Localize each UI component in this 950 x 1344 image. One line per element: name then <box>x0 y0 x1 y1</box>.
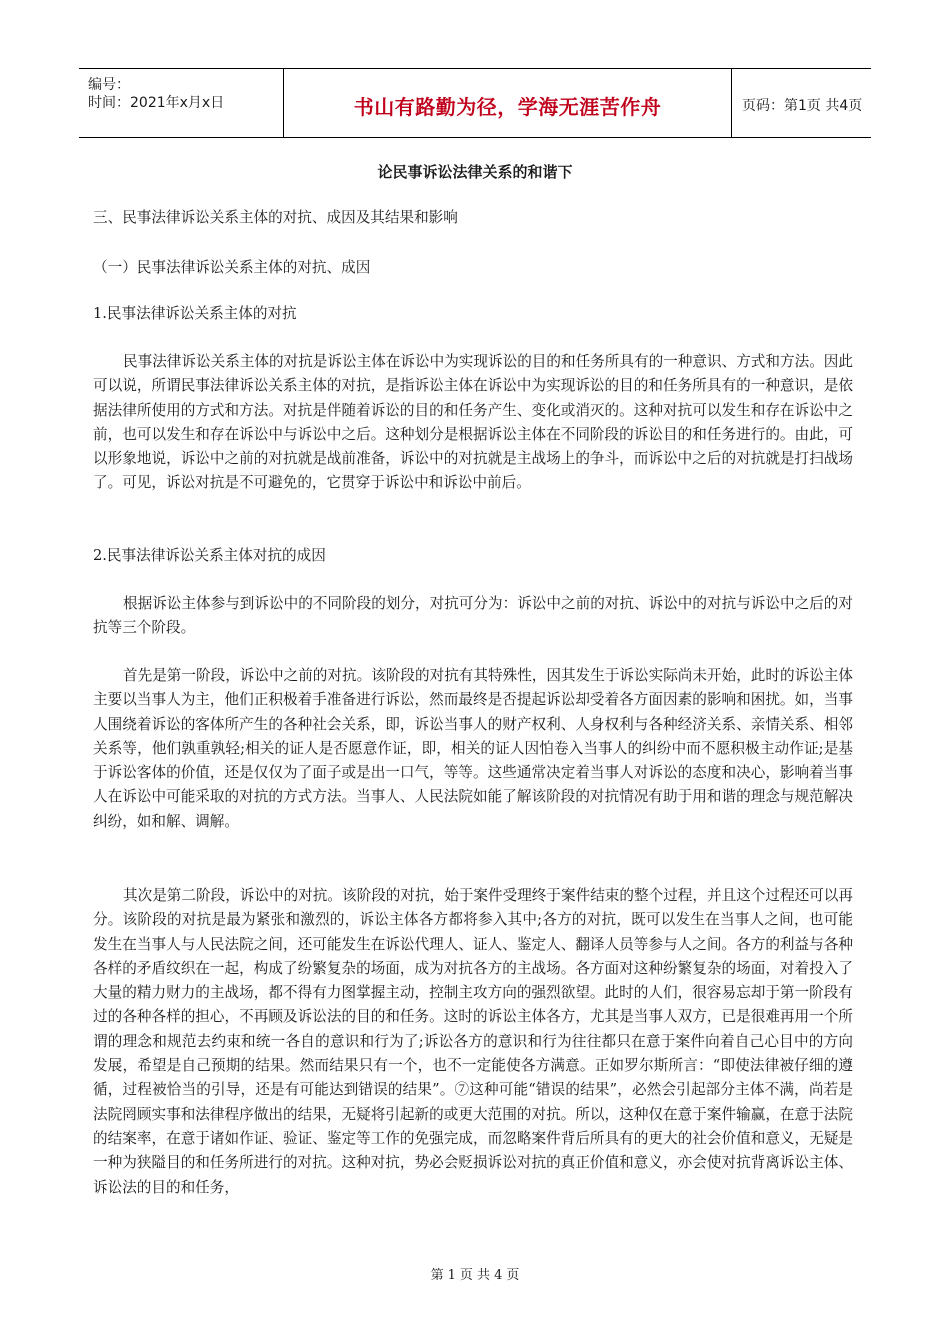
section-heading: 三、民事法律诉讼关系主体的对抗、成因及其结果和影响 <box>93 209 458 226</box>
document-header <box>79 68 871 138</box>
footer-suffix: 页 <box>506 1268 520 1283</box>
header-page-cell <box>732 69 871 137</box>
header-page-info: 页码：第1页 共4页 <box>742 98 863 114</box>
document-date: 时间：2021年x月x日 <box>88 95 225 111</box>
body-paragraph: 其次是第二阶段，诉讼中的对抗。该阶段的对抗，始于案件受理终于案件结束的整个过程，并且这个过程还可以再分。该阶段的对抗是最为紧张和激烈的，诉讼主体各方都将参入其中;各方的对抗，既可以发生在当事人之间，也可能发生在当事人与人民法院之间，还可能发生在诉讼代理人、证人、鉴定人、翻译人员等参与人之间。各方的利益与各种各样的矛盾纹织在一起，构成了纷繁复杂的场面，成为对抗各方的主战场。各方面对这种纷繁复杂的场面，对着投入了大量的精力财力的主战场，都不得有力图掌握主动，控制主攻方向的强烈欲望。此时的人们，很容易忘却于第一阶段有过的各种各样的担心，不再顾及诉讼法的目的和任务。这时的诉讼主体各方，尤其是当事人双方，已是很难再用一个所谓的理念和规范去约束和统一各自的意识和行为了;诉讼各方的意识和行为往往都只在意于案件向着自己心目中的方向发展，希望是自己预期的结果。然而结果只有一个，也不一定能使各方满意。正如罗尔斯所言：“即使法律被仔细的遵循，过程被恰当的引导，还是有可能达到错误的结果”。⑦这种可能“错误的结果”，必然会引起部分主体不满，尚若是法院罔顾实事和法律程序做出的结果，无疑将引起新的或更大范围的对抗。所以，这种仅在意于案件输赢，在意于法院的结案率，在意于诸如作证、验证、鉴定等工作的免强完成，而忽略案件背后所具有的更大的社会价值和意义，无疑是一种为狭隘目的和任务所进行的对抗。这种对抗，势必会贬损诉讼对抗的真正价值和意义，亦会使对抗背离诉讼主体、诉讼法的目的和任务， <box>93 887 853 1196</box>
footer-middle: 页 共 <box>459 1268 491 1283</box>
document-title: 论民事诉讼法律关系的和谐下 <box>377 163 573 181</box>
subheading-2: 2.民事法律诉讼关系主体对抗的成因 <box>93 547 326 564</box>
document-number-label: 编号： <box>88 77 130 93</box>
page-footer <box>0 1264 950 1283</box>
header-motto-cell <box>284 69 732 137</box>
body-paragraph: 根据诉讼主体参与到诉讼中的不同阶段的划分，对抗可分为：诉讼中之前的对抗、诉讼中的对抗与诉讼中之后的对抗等三个阶段。 <box>93 595 853 637</box>
body-paragraph: 民事法律诉讼关系主体的对抗是诉讼主体在诉讼中为实现诉讼的目的和任务所具有的一种意识、方式和方法。因此可以说，所谓民事法律诉讼关系主体的对抗，是指诉讼主体在诉讼中为实现诉讼的目的和任务所具有的一种意识，是依据法律所使用的方式和方法。对抗是伴随着诉讼的目的和任务产生、变化或消灭的。这种对抗可以发生和存在诉讼中之前，也可以发生和存在诉讼中与诉讼中之后。这种划分是根据诉讼主体在不同阶段的诉讼目的和任务进行的。由此，可以形象地说，诉讼中之前的对抗就是战前准备，诉讼中的对抗就是主战场上的争斗，而诉讼中之后的对抗就是打扫战场了。可见，诉讼对抗是不可避免的，它贯穿于诉讼中和诉讼中前后。 <box>93 353 853 492</box>
header-meta <box>79 69 284 137</box>
subheading-1: 1.民事法律诉讼关系主体的对抗 <box>93 305 297 322</box>
subsection-heading: （一）民事法律诉讼关系主体的对抗、成因 <box>93 259 371 276</box>
footer-total-pages: 4 <box>494 1268 503 1283</box>
body-paragraph: 首先是第一阶段，诉讼中之前的对抗。该阶段的对抗有其特殊性，因其发生于诉讼实际尚未开始，此时的诉讼主体主要以当事人为主，他们正积极着手准备进行诉讼，然而最终是否提起诉讼却受着各方面因素的影响和困扰。如，当事人围绕着诉讼的客体所产生的各种社会关系，即，诉讼当事人的财产权利、人身权利与各种经济关系、亲情关系、相邻关系等，他们孰重孰轻;相关的证人是否愿意作证，即，相关的证人因怕卷入当事人的纠纷中而不愿积极主动作证;是基于诉讼客体的价值，还是仅仅为了面子或是出一口气，等等。这些通常决定着当事人对诉讼的态度和决心，影响着当事人在诉讼中可能采取的对抗的方式方法。当事人、人民法院如能了解该阶段的对抗情况有助于用和谐的理念与规范解决纠纷，如和解、调解。 <box>93 667 853 830</box>
footer-page-number: 1 <box>447 1268 456 1283</box>
footer-prefix: 第 <box>430 1268 444 1283</box>
header-motto: 书山有路勤为径，学海无涯苦作舟 <box>353 95 662 119</box>
